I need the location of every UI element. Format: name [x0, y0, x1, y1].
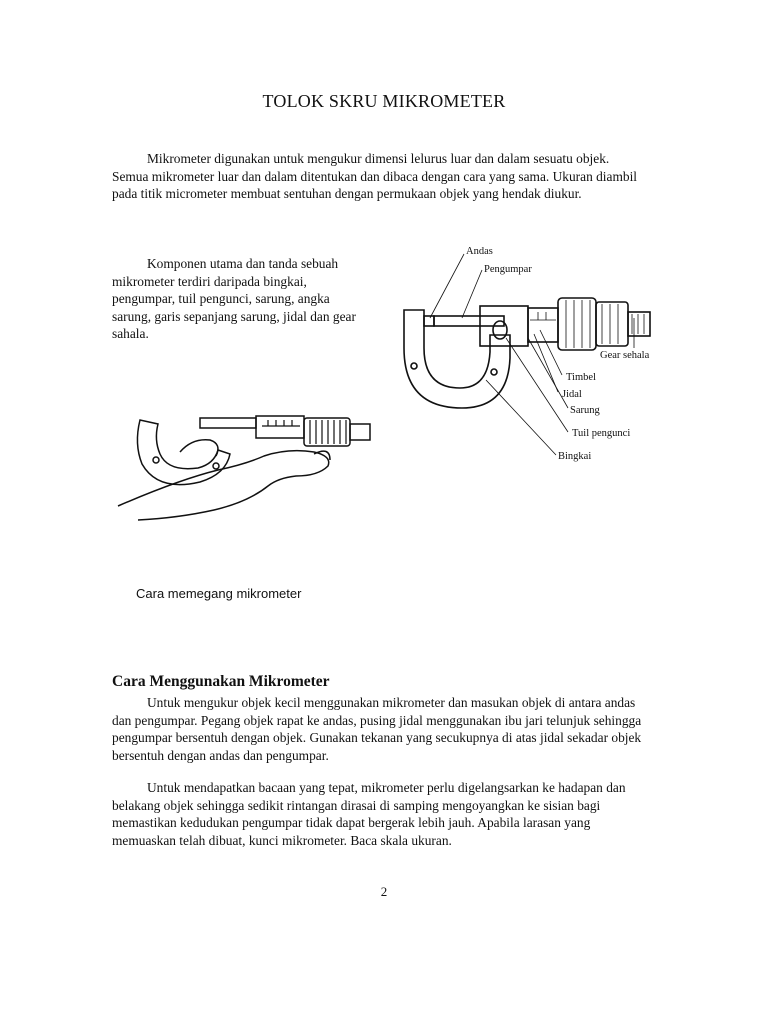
- thumb-outline-shape: [180, 440, 218, 456]
- micrometer-thimble-shape: [304, 418, 350, 446]
- label-bingkai: Bingkai: [558, 451, 592, 462]
- label-andas: Andas: [466, 246, 493, 257]
- micrometer-spindle-shape: [200, 418, 256, 428]
- anvil-shape: [424, 316, 434, 326]
- micrometer-sleeve-shape: [256, 416, 304, 438]
- micrometer-diagram: [390, 240, 670, 470]
- lock-screw-shape: [493, 321, 507, 339]
- section-heading: Cara Menggunakan Mikrometer: [112, 673, 330, 690]
- hand-outline-shape: [118, 451, 329, 520]
- label-jidal: Jidal: [562, 389, 582, 400]
- intro-paragraph: Mikrometer digunakan untuk mengukur dimensi lelurus luar dan dalam sesuatu objek. Semua mikrometer luar dan dalam ditentukan dan dibaca dengan cara yang sama. Ukuran diambil pada titik micrometer membuat sentuhan dengan permukaan objek yang hendak diukur.: [112, 151, 638, 202]
- usage-paragraph-1: Untuk mengukur objek kecil menggunakan mikrometer dan masukan objek di antara andas dan pengumpar. Pegang objek rapat ke andas, pusing jidal menggunakan ibu jari telunjuk sehingga pengumpar bersentuh dengan objek. Gunakan tekanan yang secukupnya di atas jidal sekadar objek bersentuh dengan andas dan pengumpar.: [112, 695, 642, 763]
- spindle-shape: [434, 316, 504, 326]
- figure-caption: Cara memegang mikrometer: [136, 586, 302, 601]
- label-timbel: Timbel: [566, 372, 596, 383]
- hand-holding-micrometer-illustration: [118, 400, 388, 520]
- label-pengumpar: Pengumpar: [484, 264, 532, 275]
- label-tuil-pengunci: Tuil pengunci: [572, 428, 631, 439]
- ratchet-tip-shape: [628, 312, 650, 336]
- components-paragraph: Komponen utama dan tanda sebuah mikrometer terdiri daripada bingkai, pengumpar, tuil pengunci, sarung, angka sarung, garis sepanjang sarung, jidal dan gear sahala.: [112, 256, 356, 342]
- page-title: TOLOK SKRU MIKROMETER: [262, 91, 506, 111]
- usage-paragraph-2: Untuk mendapatkan bacaan yang tepat, mikrometer perlu digelangsarkan ke hadapan dan belakang objek sehingga sedikit rintangan dirasai di samping mengoyangkan ke sisian bagi memastikan kedudukan pengumpar tidak dapat bergerak lebih jauh. Apabila larasan yang memuaskan telah dibuat, kunci mikrometer. Baca skala ukuran.: [112, 780, 626, 848]
- page-number: 2: [380, 884, 388, 899]
- micrometer-frame-shape: [137, 420, 230, 485]
- label-gear-sahala: Gear sehala: [600, 350, 650, 361]
- label-sarung: Sarung: [570, 405, 600, 416]
- micrometer-ratchet-shape: [350, 424, 370, 440]
- ratchet-shape: [596, 302, 628, 346]
